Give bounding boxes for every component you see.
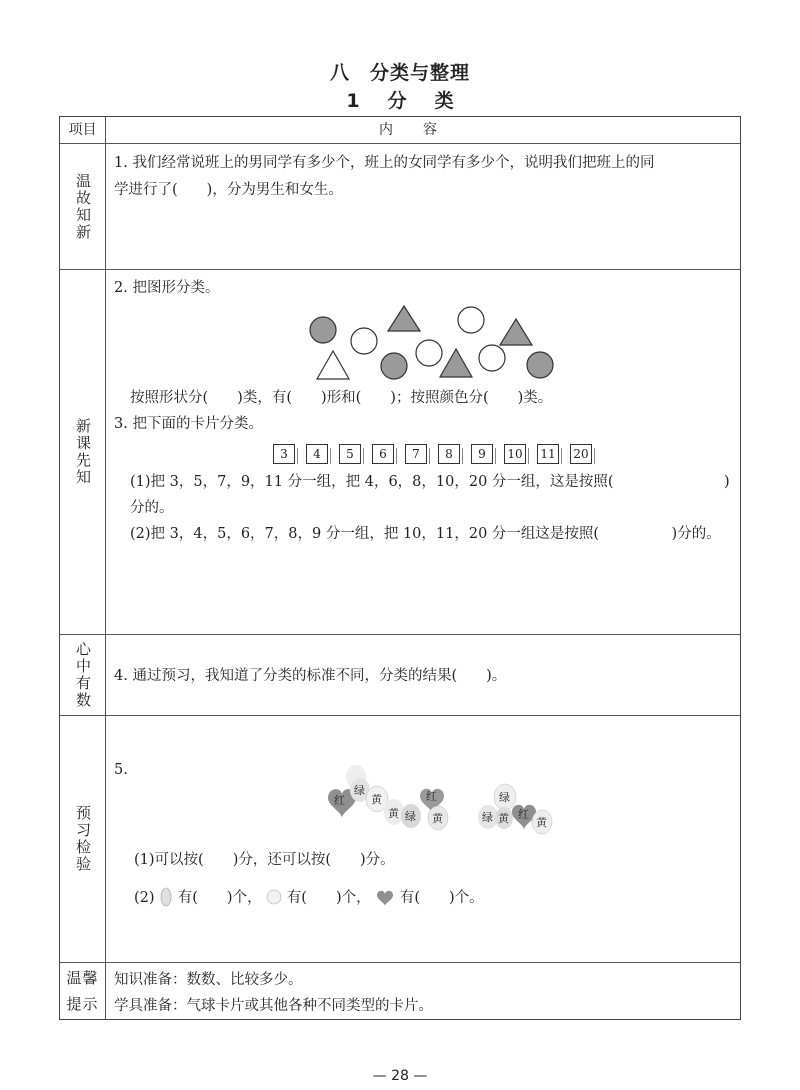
gray-circle	[527, 352, 553, 378]
number-card: 10	[504, 444, 526, 464]
q5-part1: (1)可以按( )分，还可以按( )分。	[134, 852, 395, 868]
q3-part2: (2)把 3，4，5，6，7，8，9 分一组，把 10，11，20 分一组这是按照( )分的。	[130, 526, 721, 542]
q1-line1: 1. 我们经常说班上的男同学有多少个，班上的女同学有多少个，说明我们把班上的同	[114, 155, 655, 171]
number-card: 8	[438, 444, 460, 464]
balloon-word: 绿	[354, 784, 365, 797]
number-card: 20	[570, 444, 592, 464]
gray-triangle	[500, 319, 532, 345]
row-label-preview-test: 预习检验	[74, 805, 92, 873]
unit-title: 八 分类与整理	[329, 62, 470, 84]
q3-part1-line2: 分的。	[130, 500, 174, 516]
q5-count-heart: 有( )个。	[399, 890, 484, 906]
row-label-preview: 新课先知	[74, 418, 92, 486]
gray-triangle	[388, 306, 420, 331]
q5-count-long: 有( )个，	[177, 890, 262, 906]
header-item: 项目	[68, 122, 97, 138]
number-card: 11	[537, 444, 559, 464]
number-cards	[273, 443, 603, 464]
lesson-title	[0, 86, 800, 113]
balloon-word: 红	[334, 794, 345, 807]
balloon-word: 黄	[536, 816, 547, 829]
tips-line2: 学具准备：气球卡片或其他各种不同类型的卡片。	[114, 998, 433, 1014]
row-divider	[60, 143, 740, 144]
q3-title: 3. 把下面的卡片分类。	[114, 416, 263, 432]
round-balloon-icon	[266, 889, 282, 907]
q3-part1-close: )	[724, 474, 730, 490]
number-card: 5	[339, 444, 361, 464]
q5-count-round: 有( )个，	[286, 890, 371, 906]
number-card: 9	[471, 444, 493, 464]
balloon-word: 绿	[405, 810, 416, 823]
white-circle	[479, 345, 505, 371]
gray-circle	[310, 317, 336, 343]
white-circle	[458, 307, 484, 333]
balloon-word: 红	[518, 808, 529, 821]
row-label-review: 温故知新	[74, 172, 92, 241]
q5-part2	[134, 885, 484, 911]
q2-title: 2. 把图形分类。	[114, 280, 220, 296]
balloon-word: 绿	[499, 791, 510, 804]
balloon-word: 黄	[432, 812, 443, 825]
page-number: — 28 —	[372, 1068, 428, 1084]
heart-balloon-icon	[375, 889, 395, 907]
number-card: 7	[405, 444, 427, 464]
balloon-word: 黄	[498, 812, 509, 825]
balloon-word: 绿	[482, 811, 493, 824]
row-divider	[60, 269, 740, 270]
q1-line2: 学进行了( )，分为男生和女生。	[114, 182, 343, 198]
worksheet-table	[59, 116, 741, 1020]
balloon-word: 黄	[388, 807, 399, 820]
q5-part2-prefix: (2)	[134, 890, 155, 906]
long-balloon-icon	[159, 887, 173, 909]
row-divider	[60, 962, 740, 963]
header-content: 内容	[379, 122, 467, 138]
lesson-word-a: 分	[387, 90, 407, 112]
lesson-number: 1	[346, 90, 360, 112]
lesson-word-b: 类	[434, 90, 454, 112]
row-label-tips: 温馨提示	[66, 969, 99, 1013]
gray-circle	[381, 353, 407, 379]
balloon-word: 黄	[371, 793, 382, 806]
q3-part1-line1: (1)把 3，5，7，9，11 分一组，把 4，6，8，10，20 分一组，这是按照(	[130, 474, 614, 490]
shapes-figure	[300, 299, 570, 385]
white-triangle	[317, 351, 349, 379]
column-divider	[105, 117, 106, 1019]
q5-number: 5.	[114, 762, 128, 778]
q4-text: 4. 通过预习，我知道了分类的标准不同，分类的结果( )。	[114, 668, 507, 684]
row-divider	[60, 715, 740, 716]
number-card: 4	[306, 444, 328, 464]
number-card: 6	[372, 444, 394, 464]
white-circle	[351, 328, 377, 354]
q2-answer-line: 按照形状分( )类，有( )形和( )；按照颜色分( )类。	[130, 390, 553, 406]
row-label-check-yourself: 心中有数	[74, 641, 92, 709]
white-circle	[416, 340, 442, 366]
balloon-figure	[320, 762, 560, 838]
number-card: 3	[273, 444, 295, 464]
tips-line1: 知识准备：数数、比较多少。	[114, 972, 303, 988]
gray-triangle	[440, 349, 472, 377]
balloon-word: 红	[426, 790, 437, 803]
row-divider	[60, 634, 740, 635]
